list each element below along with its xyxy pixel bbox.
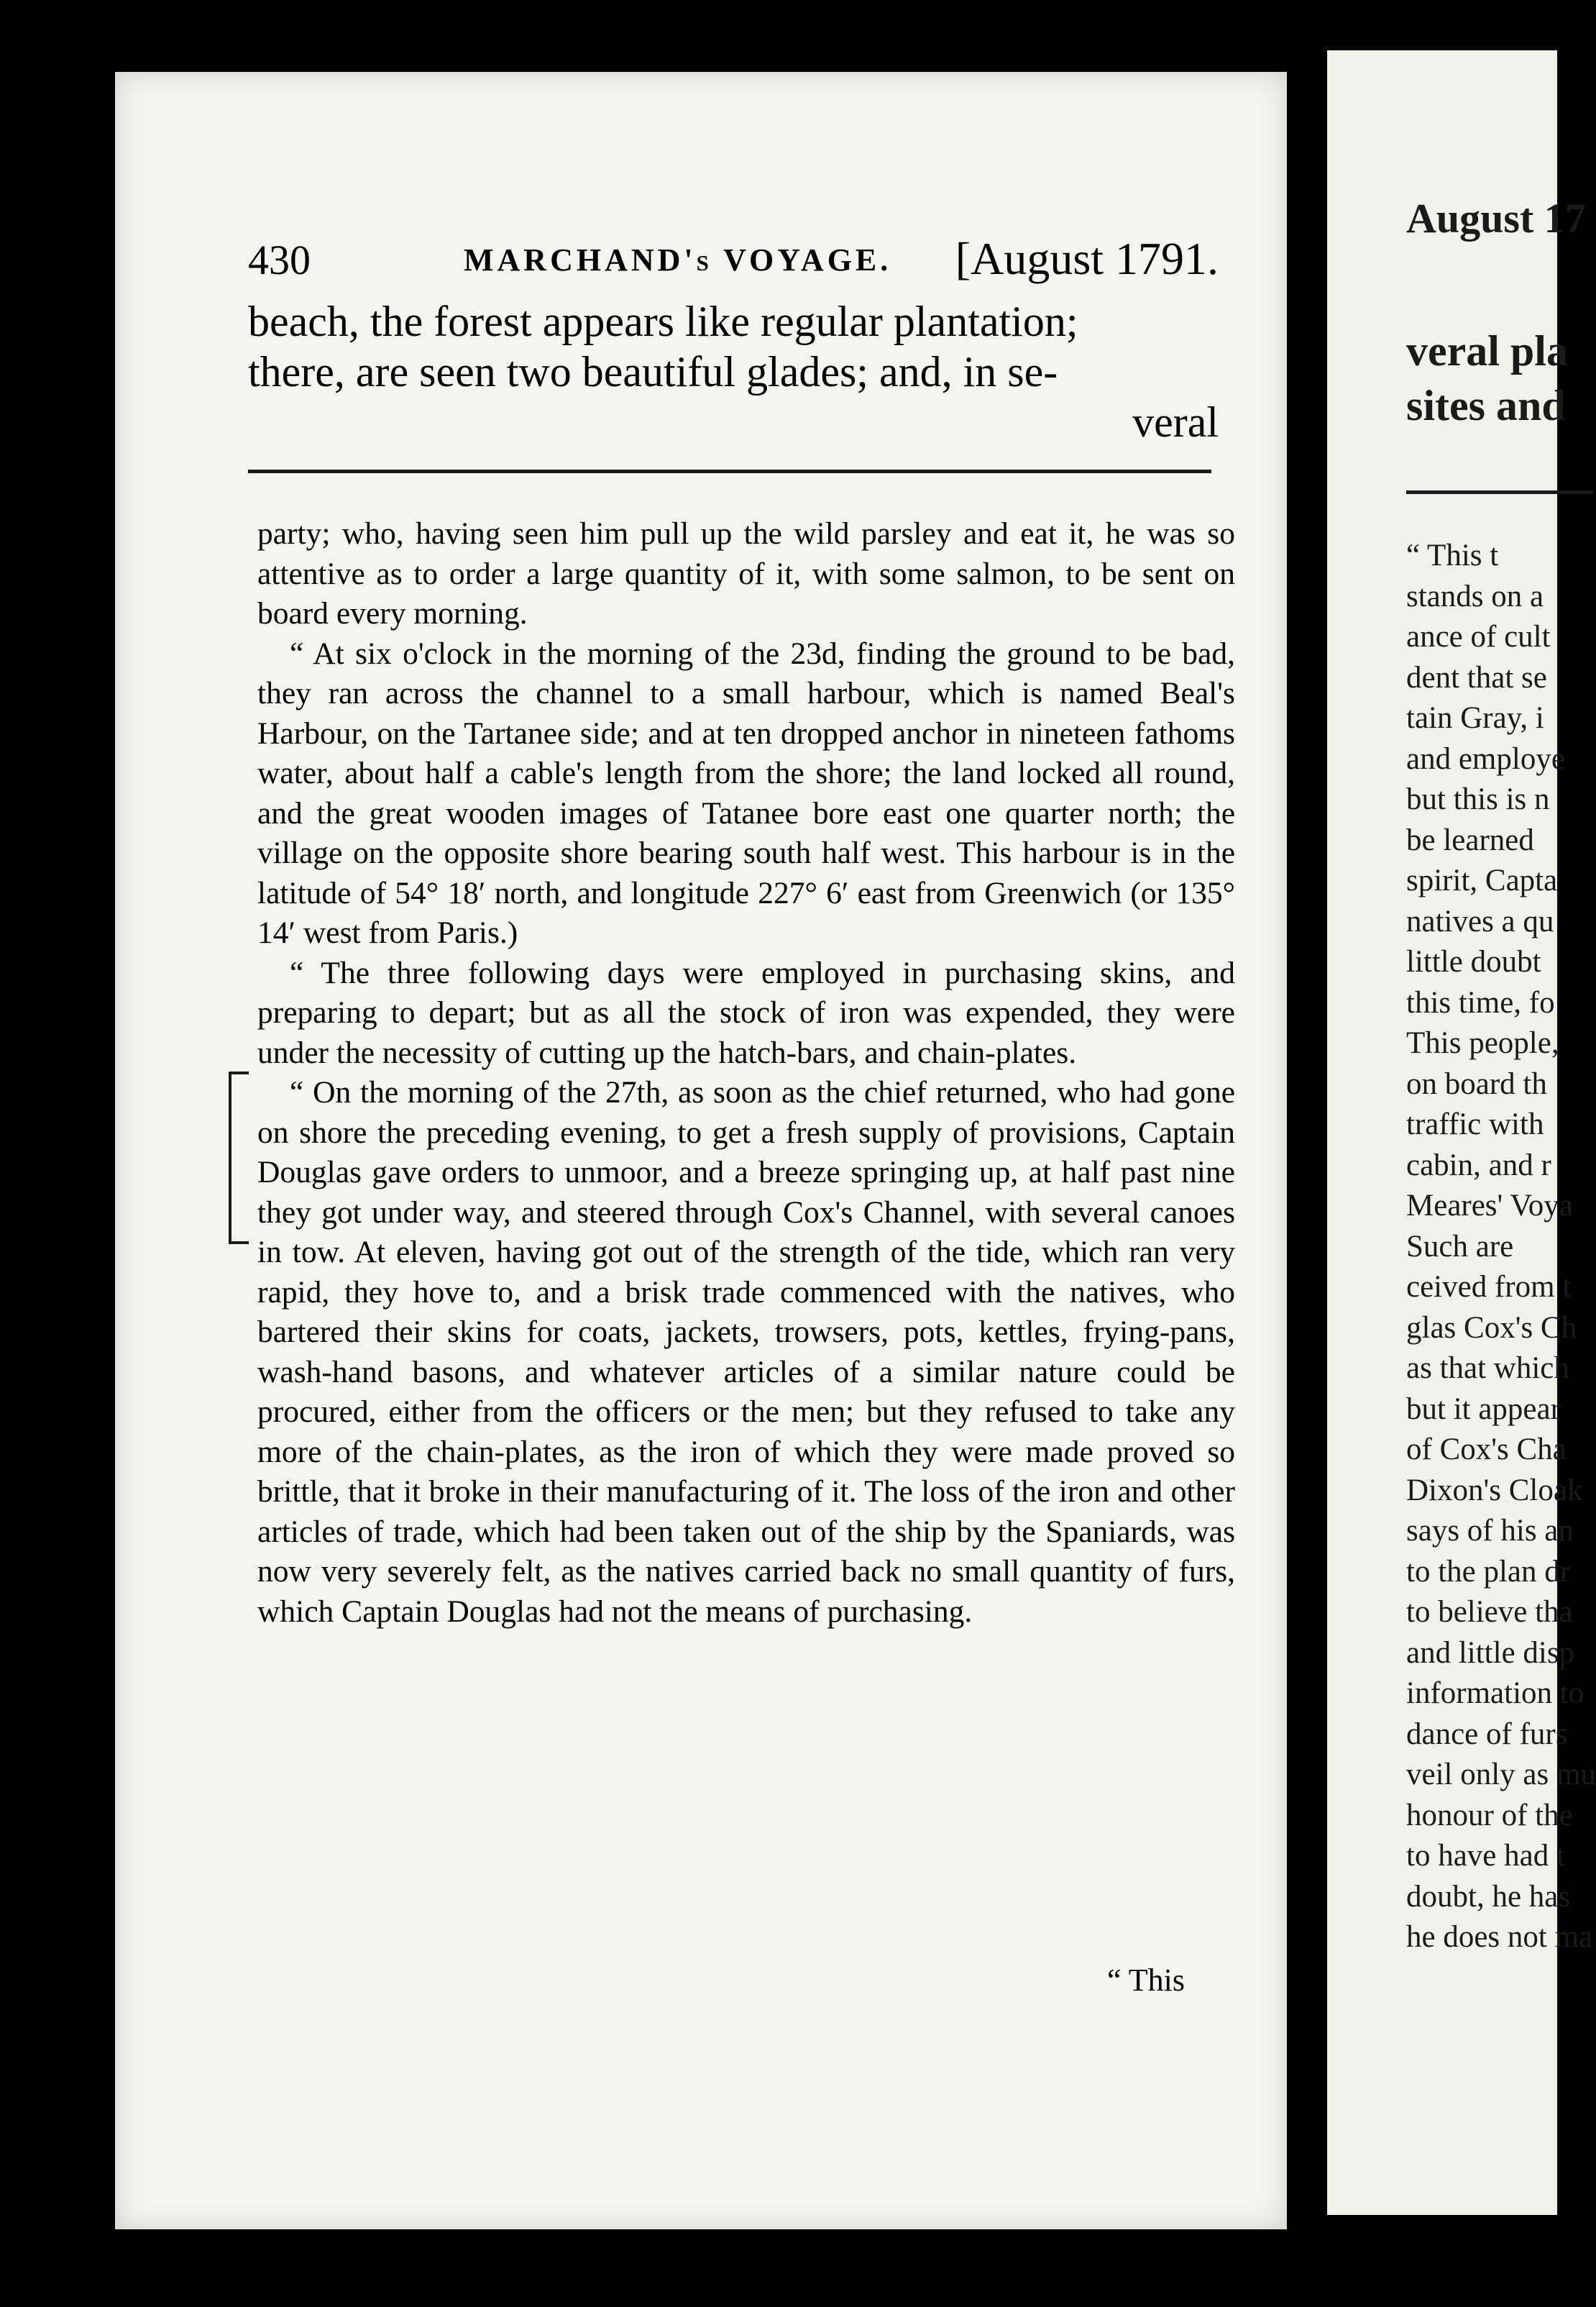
right-text-line: and employe xyxy=(1406,741,1565,776)
right-text-line: to the plan dr xyxy=(1406,1554,1571,1589)
right-text-line: but this is n xyxy=(1406,782,1550,816)
paragraph: “ On the morning of the 27th, as soon as the chief returned, who had gone on shore the preceding evening, to get a fresh supply of provisions, Captain Douglas gave orders to unmoor, and a breeze springing up, at half past nine they got under way, and steered through Cox's Channel, with several canoes in tow. At eleven, having got out of the strength of the tide, which ran very rapid, they hove to, and a brisk trade commenced with the natives, who bartered their skins for coats, jackets, trowsers, pots, kettles, frying-pans, wash-hand basons, and whatever articles of a similar nature could be procured, either from the officers or the men; but they refused to take any more of the chain-plates, as the iron of which they were made proved so brittle, that it broke in their manufacturing of it. The loss of the iron and other articles of trade, which had been taken out of the ship by the Spaniards, was now very severely felt, as the natives carried back no small quantity of furs, which Captain Douglas had not the means of purchasing. xyxy=(257,1075,1235,1629)
catch-line: beach, the forest appears like regular plantation; xyxy=(248,298,1078,345)
margin-bracket xyxy=(229,1072,249,1244)
catchword: “ This xyxy=(1107,1963,1185,1998)
right-text-line: traffic with xyxy=(1406,1107,1544,1141)
paragraph: party; who, having seen him pull up the wild parsley and eat it, he was so attentive as to order a large quantity of it, with some salmon, to be sent on board every morning. xyxy=(257,516,1235,631)
right-text-line: but it appear xyxy=(1406,1392,1561,1426)
right-text-line: tain Gray, i xyxy=(1406,701,1544,735)
running-title: MARCHAND's VOYAGE. xyxy=(464,242,892,278)
right-text-line: as that which xyxy=(1406,1351,1569,1385)
running-head xyxy=(248,164,1219,284)
right-rule xyxy=(1406,490,1593,494)
right-text-line: he does not ma xyxy=(1406,1920,1593,1954)
right-page xyxy=(1327,50,1596,2215)
right-catch-line: veral pla xyxy=(1406,327,1568,375)
right-text-line: Such are xyxy=(1406,1229,1514,1264)
paragraph: “ At six o'clock in the morning of the 23d, finding the ground to be bad, they ran across the channel to a small harbour, which is named Beal's Harbour, on the Tartanee side; and at ten dropped anchor in nineteen fathoms water, about half a cable's length from the shore; the land locked all round, and the great wooden images of Tatanee bore east one quarter north; the village on the opposite shore bearing south half west. This harbour is in the latitude of 54° 18′ north, and longitude 227° 6′ east from Greenwich (or 135° 14′ west from Paris.) xyxy=(257,636,1235,950)
right-text-line: to believe tha xyxy=(1406,1595,1573,1629)
right-text-line: be learned xyxy=(1406,823,1534,857)
right-text-line: and little disp xyxy=(1406,1635,1575,1670)
right-text-line: veil only as mu xyxy=(1406,1758,1596,1791)
right-text-line: natives a qu xyxy=(1406,904,1554,938)
right-text-line: glas Cox's Ch xyxy=(1406,1310,1577,1345)
right-text-line: cabin, and r xyxy=(1406,1148,1551,1182)
right-text-line: ceived from t xyxy=(1406,1270,1572,1304)
right-text-line: to have had t xyxy=(1406,1839,1565,1873)
right-text-line: spirit, Capta xyxy=(1406,864,1558,897)
right-text-line: Dixon's Cloak xyxy=(1406,1473,1583,1507)
right-text-line: dent that se xyxy=(1406,660,1547,695)
right-text-line: of Cox's Cha xyxy=(1406,1433,1567,1466)
right-text-column xyxy=(1406,536,1596,1958)
catch-line: veral xyxy=(1132,398,1219,446)
right-text-line: ance of cult xyxy=(1406,620,1551,654)
right-text-line: this time, fo xyxy=(1406,985,1555,1020)
catch-block xyxy=(248,296,1219,447)
right-text-line: on board th xyxy=(1406,1066,1547,1101)
right-text-line: stands on a xyxy=(1406,579,1544,613)
right-text-line: dance of furs xyxy=(1406,1717,1568,1751)
right-text-line: information to xyxy=(1406,1676,1584,1710)
right-text-line: says of his an xyxy=(1406,1514,1574,1548)
right-text-line: little doubt xyxy=(1406,945,1541,979)
paragraph: “ The three following days were employed in purchasing skins, and preparing to depart; but as all the stock of iron was expended, they were under the necessity of cutting up the hatch-bars, and chain-plates. xyxy=(257,955,1235,1070)
right-text-line: This people, xyxy=(1406,1026,1559,1060)
horizontal-rule xyxy=(248,470,1211,473)
running-date: [August 1791. xyxy=(955,233,1219,284)
right-text-line: Meares' Voya xyxy=(1406,1189,1573,1223)
right-catch-lines xyxy=(1406,324,1568,433)
right-catch-line: sites and xyxy=(1406,382,1566,429)
right-text-line: “ This t xyxy=(1406,539,1499,572)
right-running-date: August 17 xyxy=(1406,195,1586,242)
right-text-line: doubt, he has xyxy=(1406,1879,1571,1914)
body-text xyxy=(257,514,1235,1632)
page-number: 430 xyxy=(248,237,311,283)
catch-line: there, are seen two beautiful glades; and, in se- xyxy=(248,348,1058,396)
right-text-line: honour of the xyxy=(1406,1798,1573,1832)
